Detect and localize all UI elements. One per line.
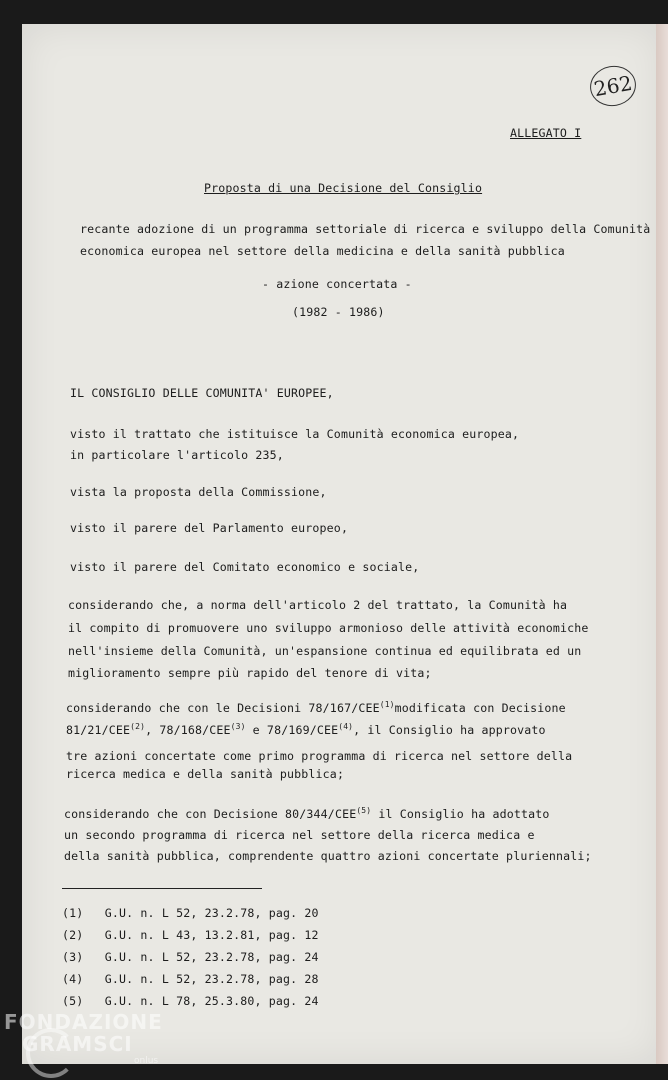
footnote: (5) G.U. n. L 78, 25.3.80, pag. 24 [62, 994, 319, 1008]
document-title: Proposta di una Decisione del Consiglio [204, 181, 483, 195]
recital-line: visto il trattato che istituisce la Comunità economica europea, [70, 427, 520, 441]
recital-line: considerando che con le Decisioni 78/167/CEE$^{(1)}$modificata con Decisione [66, 700, 566, 715]
recital-line: considerando che, a norma dell'articolo 2 del trattato, la Comunità ha [68, 598, 568, 612]
recital-line: il compito di promuovere uno sviluppo armonioso delle attività economiche [68, 621, 589, 635]
recital-line: un secondo programma di ricerca nel settore della ricerca medica e [64, 828, 535, 842]
footnote: (3) G.U. n. L 52, 23.2.78, pag. 24 [62, 950, 319, 964]
council-heading: IL CONSIGLIO DELLE COMUNITA' EUROPEE, [70, 386, 334, 400]
footnote: (2) G.U. n. L 43, 13.2.81, pag. 12 [62, 928, 319, 942]
recital-line: miglioramento sempre più rapido del tenore di vita; [68, 666, 432, 680]
page-edge [656, 24, 668, 1064]
watermark-line3: onlus [134, 1056, 159, 1066]
subtitle-line: economica europea nel settore della medicina e della sanità pubblica [80, 244, 565, 258]
years-label: (1982 - 1986) [292, 305, 385, 319]
recital-line: visto il parere del Parlamento europeo, [70, 521, 349, 535]
action-label: - azione concertata - [262, 277, 412, 291]
recital-line: visto il parere del Comitato economico e sociale, [70, 560, 420, 574]
footnote: (1) G.U. n. L 52, 23.2.78, pag. 20 [62, 906, 319, 920]
watermark-line1: FONDAZIONE [4, 1010, 163, 1034]
recital-line: nell'insieme della Comunità, un'espansione continua ed equilibrata ed un [68, 644, 582, 658]
recital-line: della sanità pubblica, comprendente quattro azioni concertate pluriennali; [64, 849, 592, 863]
watermark-line2: GRAMSCI [22, 1032, 133, 1056]
recital-line: in particolare l'articolo 235, [70, 448, 284, 462]
footnote: (4) G.U. n. L 52, 23.2.78, pag. 28 [62, 972, 319, 986]
footnote-divider [62, 888, 262, 889]
recital-line: ricerca medica e della sanità pubblica; [66, 767, 345, 781]
recital-line: 81/21/CEE$^{(2)}$, 78/168/CEE$^{(3)}$ e 78/169/CEE$^{(4)}$, il Consiglio ha approvato [66, 722, 546, 737]
recital-line: considerando che con Decisione 80/344/CEE$^{(5)}$ il Consiglio ha adottato [64, 806, 550, 821]
page-number-stamp: 262 [587, 62, 639, 109]
subtitle-line: recante adozione di un programma settoriale di ricerca e sviluppo della Comunità [80, 222, 651, 236]
recital-line: vista la proposta della Commissione, [70, 485, 327, 499]
allegato-label: ALLEGATO I [510, 126, 582, 140]
recital-line: tre azioni concertate come primo programma di ricerca nel settore della [66, 749, 573, 763]
